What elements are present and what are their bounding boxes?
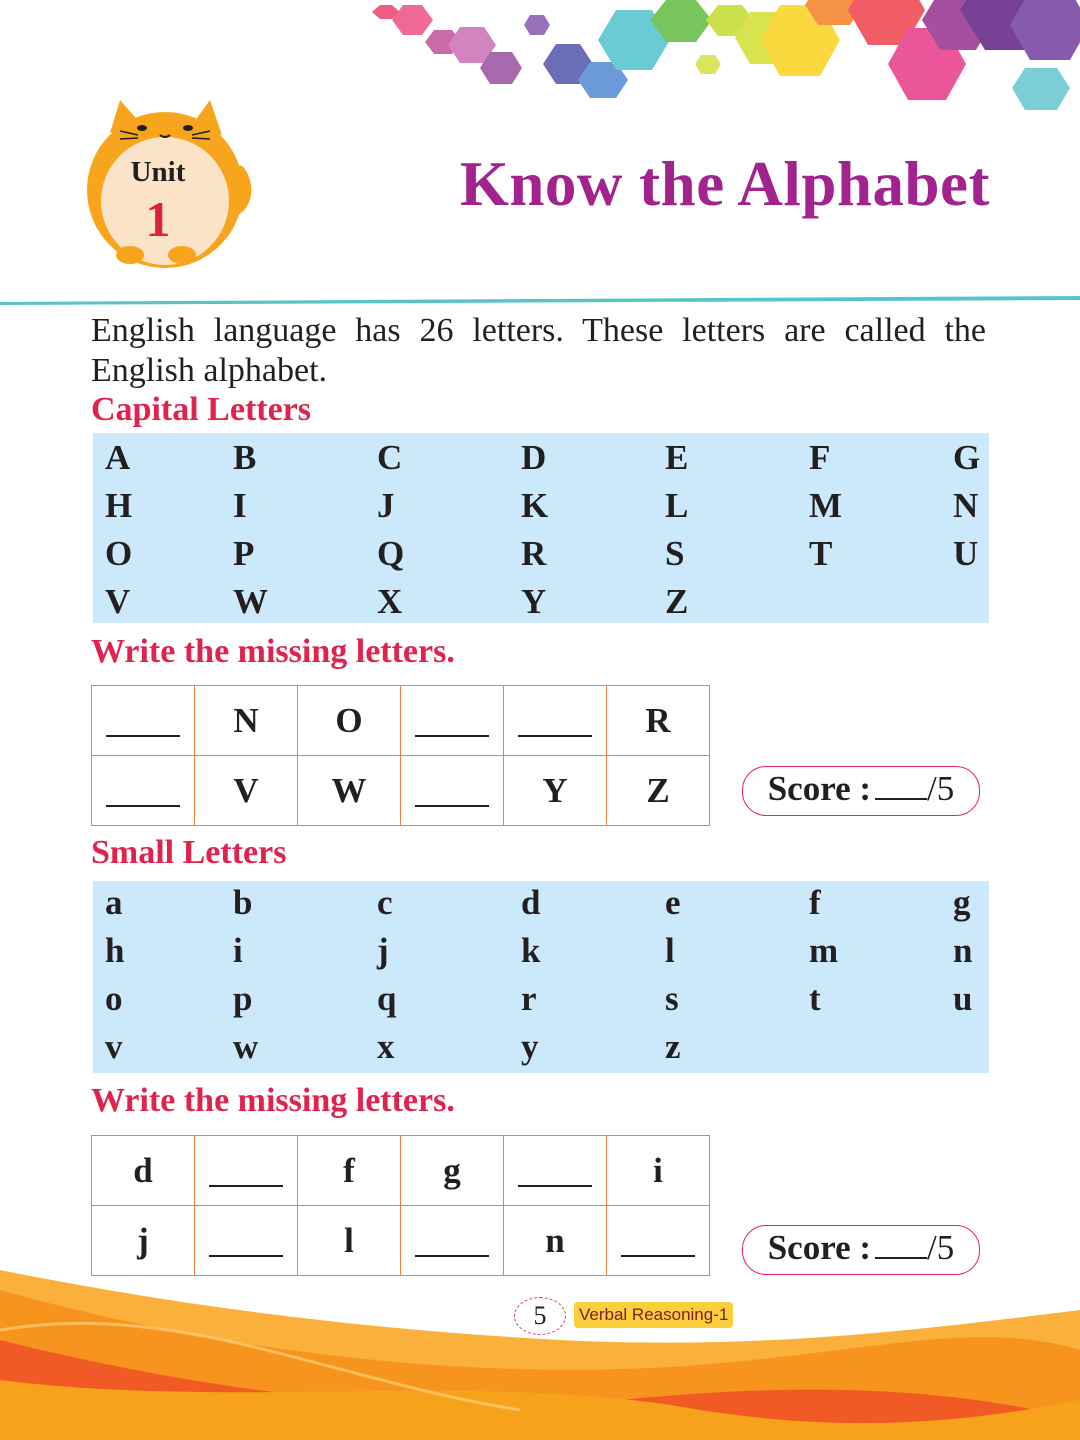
score-input[interactable]: [875, 772, 927, 800]
table-row: [92, 1136, 710, 1206]
blank-cell[interactable]: [401, 1206, 504, 1276]
title-divider: [0, 296, 1080, 305]
letter-cell: W: [298, 756, 401, 826]
blank-cell[interactable]: [504, 1136, 607, 1206]
blank-cell[interactable]: [607, 1206, 710, 1276]
alphabet-letter: T: [809, 534, 833, 573]
book-label: Verbal Reasoning-1: [574, 1302, 733, 1328]
alphabet-letter: e: [665, 883, 681, 922]
letter-cell: i: [607, 1136, 710, 1206]
alphabet-letter: r: [521, 979, 537, 1018]
score-box-1: [742, 766, 980, 816]
alphabet-letter: F: [809, 438, 831, 477]
alphabet-letter: n: [953, 931, 973, 970]
alphabet-letter: H: [105, 486, 133, 525]
blank-cell[interactable]: [504, 686, 607, 756]
answer-blank[interactable]: [415, 713, 489, 737]
alphabet-letter: c: [377, 883, 393, 922]
alphabet-letter: b: [233, 883, 253, 922]
alphabet-letter: A: [105, 438, 131, 477]
alphabet-letter: v: [105, 1027, 123, 1066]
alphabet-letter: U: [953, 534, 979, 573]
page-title: Know the Alphabet: [459, 149, 990, 219]
alphabet-letter: g: [953, 883, 971, 922]
score-label: Score :: [767, 769, 872, 808]
alphabet-letter: d: [521, 883, 541, 922]
alphabet-letter: u: [953, 979, 973, 1018]
letter-cell: j: [92, 1206, 195, 1276]
footer-waves: [0, 1270, 1080, 1440]
answer-blank[interactable]: [415, 783, 489, 807]
alphabet-letter: a: [105, 883, 123, 922]
blank-cell[interactable]: [92, 756, 195, 826]
table-row: [92, 686, 710, 756]
alphabet-letter: X: [377, 582, 403, 621]
score-total: /5: [927, 1228, 955, 1267]
alphabet-letter: f: [809, 883, 821, 922]
alphabet-letter: M: [809, 486, 843, 525]
alphabet-letter: N: [953, 486, 979, 525]
letter-cell: R: [607, 686, 710, 756]
alphabet-letter: P: [233, 534, 255, 573]
answer-blank[interactable]: [621, 1233, 695, 1257]
answer-blank[interactable]: [209, 1233, 283, 1257]
letter-cell: Z: [607, 756, 710, 826]
blank-cell[interactable]: [195, 1206, 298, 1276]
exercise1-table: [91, 685, 710, 826]
alphabet-letter: G: [953, 438, 981, 477]
blank-cell[interactable]: [401, 756, 504, 826]
unit-number: 1: [145, 191, 171, 247]
letter-cell: n: [504, 1206, 607, 1276]
alphabet-letter: I: [233, 486, 247, 525]
letter-cell: N: [195, 686, 298, 756]
alphabet-letter: m: [809, 931, 839, 970]
letter-cell: V: [195, 756, 298, 826]
table-row: [92, 1206, 710, 1276]
alphabet-letter: L: [665, 486, 689, 525]
alphabet-letter: Y: [521, 582, 547, 621]
exercise1-heading: Write the missing letters.: [91, 633, 455, 670]
alphabet-letter: V: [105, 582, 131, 621]
alphabet-letter: D: [521, 438, 547, 477]
alphabet-letter: k: [521, 931, 541, 970]
blank-cell[interactable]: [195, 1136, 298, 1206]
alphabet-letter: l: [665, 931, 675, 970]
alphabet-letter: o: [105, 979, 123, 1018]
blank-cell[interactable]: [92, 686, 195, 756]
alphabet-letter: w: [233, 1027, 259, 1066]
alphabet-letter: h: [105, 931, 125, 970]
letter-cell: f: [298, 1136, 401, 1206]
answer-blank[interactable]: [106, 783, 180, 807]
score-label: Score :: [767, 1228, 872, 1267]
letter-cell: Y: [504, 756, 607, 826]
alphabet-letter: z: [665, 1027, 681, 1066]
table-row: [92, 756, 710, 826]
exercise2-table: [91, 1135, 710, 1276]
alphabet-letter: J: [377, 486, 395, 525]
unit-label: Unit: [130, 156, 186, 188]
small-letters-heading: Small Letters: [91, 834, 287, 871]
answer-blank[interactable]: [209, 1163, 283, 1187]
blank-cell[interactable]: [401, 686, 504, 756]
letter-cell: g: [401, 1136, 504, 1206]
letter-cell: O: [298, 686, 401, 756]
alphabet-letter: q: [377, 979, 397, 1018]
small-letters-grid: [93, 881, 989, 1073]
capital-letters-grid: [93, 433, 989, 623]
intro-paragraph: English language has 26 letters. These letters are called the English alphabet.: [91, 312, 986, 389]
alphabet-letter: B: [233, 438, 257, 477]
letter-cell: d: [92, 1136, 195, 1206]
alphabet-letter: S: [665, 534, 685, 573]
alphabet-letter: K: [521, 486, 549, 525]
alphabet-letter: W: [233, 582, 268, 621]
answer-blank[interactable]: [518, 1163, 592, 1187]
page-number: 5: [514, 1297, 566, 1335]
alphabet-letter: O: [105, 534, 133, 573]
letter-cell: l: [298, 1206, 401, 1276]
answer-blank[interactable]: [518, 713, 592, 737]
score-input[interactable]: [875, 1231, 927, 1259]
alphabet-letter: R: [521, 534, 547, 573]
alphabet-letter: t: [809, 979, 821, 1018]
alphabet-letter: i: [233, 931, 243, 970]
exercise2-heading: Write the missing letters.: [91, 1082, 455, 1119]
alphabet-letter: C: [377, 438, 403, 477]
alphabet-letter: s: [665, 979, 679, 1018]
capital-letters-heading: Capital Letters: [91, 391, 312, 428]
score-total: /5: [927, 769, 955, 808]
score-box-2: [742, 1225, 980, 1275]
alphabet-letter: Q: [377, 534, 405, 573]
alphabet-letter: x: [377, 1027, 395, 1066]
alphabet-letter: y: [521, 1027, 539, 1066]
alphabet-letter: E: [665, 438, 689, 477]
alphabet-letter: p: [233, 979, 253, 1018]
alphabet-letter: j: [377, 931, 389, 970]
alphabet-letter: Z: [665, 582, 689, 621]
answer-blank[interactable]: [106, 713, 180, 737]
answer-blank[interactable]: [415, 1233, 489, 1257]
